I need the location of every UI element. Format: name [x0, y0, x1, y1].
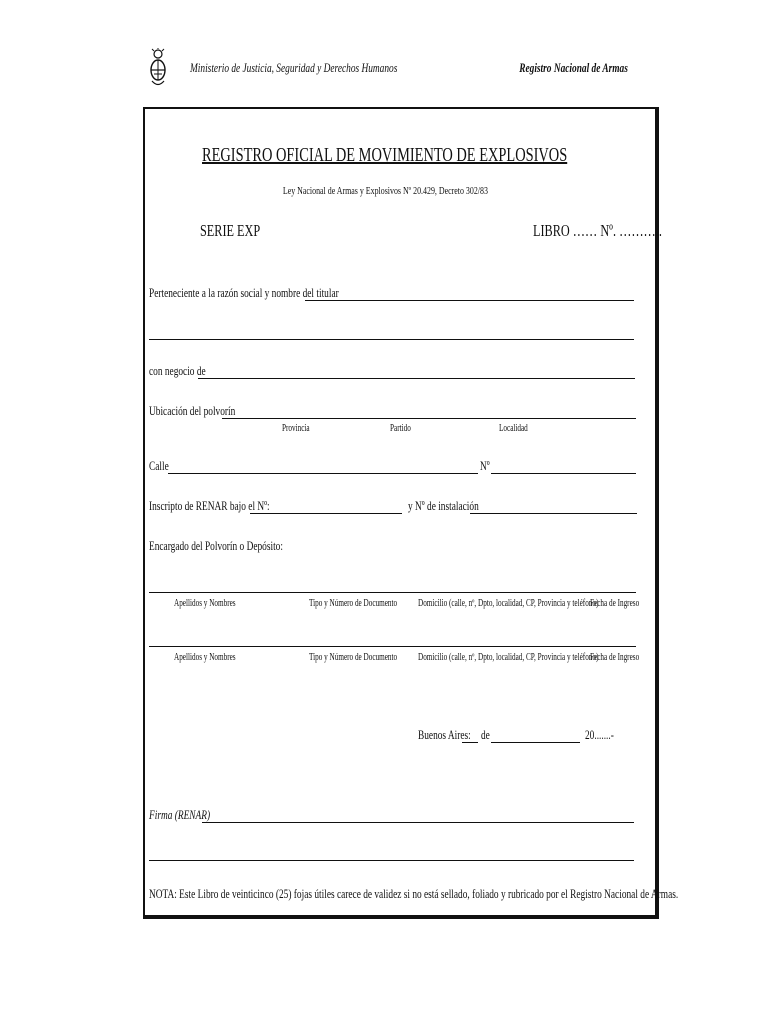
inscripto-label: Inscripto de RENAR bajo el Nº: — [149, 498, 270, 513]
day-field[interactable] — [462, 742, 478, 743]
instalacion-field[interactable] — [470, 513, 637, 514]
law-reference: Ley Nacional de Armas y Explosivos Nº 20.429, Decreto 302/83 — [282, 185, 488, 197]
encargado-row-1[interactable] — [149, 592, 636, 593]
firma-label: Firma (RENAR) — [149, 807, 211, 822]
serie-label: SERIE EXP — [200, 221, 261, 240]
calle-label: Calle — [149, 458, 169, 473]
de-label: de — [481, 727, 490, 742]
localidad-label: Localidad — [499, 423, 528, 434]
domicilio-col-2: Domicilio (calle, nº, Dpto, localidad, CP, Provincia y teléfono) — [418, 652, 599, 663]
libro-label: LIBRO …… Nº. ……….. — [533, 221, 662, 240]
fecha-col-2: Fecha de Ingreso — [590, 652, 640, 663]
fecha-col-1: Fecha de Ingreso — [590, 598, 640, 609]
encargado-label: Encargado del Polvorín o Depósito: — [149, 538, 283, 553]
ministry-name: Ministerio de Justicia, Seguridad y Derechos Humanos — [190, 60, 398, 75]
titular-field-2[interactable] — [149, 339, 634, 340]
inscripto-field[interactable] — [250, 513, 402, 514]
apellidos-col-2: Apellidos y Nombres — [174, 652, 236, 663]
encargado-row-2[interactable] — [149, 646, 636, 647]
ubicacion-field[interactable] — [222, 418, 636, 419]
firma-field-2[interactable] — [149, 860, 634, 861]
apellidos-col-1: Apellidos y Nombres — [174, 598, 236, 609]
month-field[interactable] — [491, 742, 580, 743]
numero-field[interactable] — [491, 473, 636, 474]
documento-col-1: Tipo y Número de Documento — [309, 598, 398, 609]
titular-field[interactable] — [305, 300, 634, 301]
documento-col-2: Tipo y Número de Documento — [309, 652, 398, 663]
ubicacion-label: Ubicación del polvorín — [149, 403, 236, 418]
year-label: 20.......- — [585, 727, 614, 742]
titular-label: Perteneciente a la razón social y nombre del titular — [149, 285, 339, 300]
registry-name: Registro Nacional de Armas — [519, 60, 628, 75]
domicilio-col-1: Domicilio (calle, nº, Dpto, localidad, CP, Provincia y teléfono) — [418, 598, 599, 609]
calle-field[interactable] — [168, 473, 478, 474]
instalacion-label: y Nº de instalación — [408, 498, 479, 513]
coat-of-arms-icon — [149, 48, 167, 88]
firma-field[interactable] — [202, 822, 634, 823]
numero-label: Nº — [480, 458, 490, 473]
provincia-label: Provincia — [282, 423, 310, 434]
nota-text: NOTA: Este Libro de veinticinco (25) fojas útiles carece de validez si no está sellado, foliado y rubricado por el Registro Nacional de Armas. — [149, 886, 679, 901]
buenos-aires-label: Buenos Aires: — [418, 727, 471, 742]
form-title: REGISTRO OFICIAL DE MOVIMIENTO DE EXPLOSIVOS — [202, 144, 568, 166]
negocio-field[interactable] — [198, 378, 635, 379]
negocio-label: con negocio de — [149, 363, 206, 378]
partido-label: Partido — [390, 423, 411, 434]
